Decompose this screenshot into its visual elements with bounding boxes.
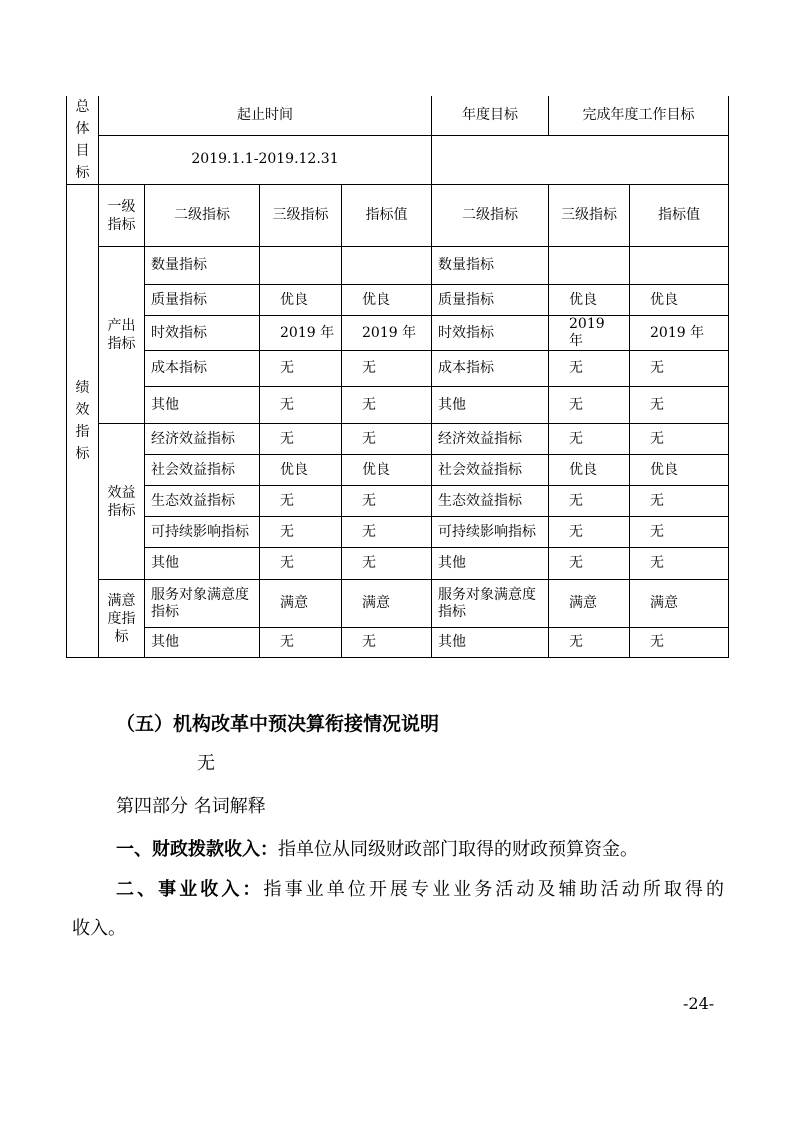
- cell-value-right: 2019 年: [630, 316, 729, 351]
- table-row: [67, 285, 729, 316]
- cell-level3-right: 无: [549, 486, 630, 517]
- cell-level3-right: 无: [549, 387, 630, 424]
- cell-level2: 其他: [145, 548, 260, 580]
- annual-goal-header: 年度目标: [432, 96, 549, 135]
- cell-level2-right: 质量指标: [432, 285, 549, 316]
- cell-value-right: 无: [630, 628, 729, 658]
- cell-value: 无: [342, 351, 432, 387]
- level1-header: [99, 185, 145, 247]
- table-row: [67, 517, 729, 548]
- cell-level3-right: 优良: [549, 455, 630, 486]
- cell-level3: 优良: [260, 285, 342, 316]
- level1-group-label: 满意度指标: [107, 592, 136, 645]
- perf-indicator-label-cell: [67, 185, 99, 658]
- term-business-income: [116, 875, 724, 901]
- cell-level3: 无: [260, 517, 342, 548]
- cell-level3: 无: [260, 387, 342, 424]
- level2-header-right: 二级指标: [432, 185, 549, 247]
- cell-value: [342, 247, 432, 285]
- cell-level2: 时效指标: [145, 316, 260, 351]
- level1-group-label: 产出指标: [107, 318, 136, 352]
- level3-header-right: 三级指标: [549, 185, 630, 247]
- cell-level2-right: 其他: [432, 387, 549, 424]
- table-row: [67, 455, 729, 486]
- cell-level2-right: 可持续影响指标: [432, 517, 549, 548]
- cell-level3-right: 无: [549, 424, 630, 455]
- cell-level2-right: 数量指标: [432, 247, 549, 285]
- cell-level3: 2019 年: [260, 316, 342, 351]
- cell-level2: 经济效益指标: [145, 424, 260, 455]
- cell-level3-right: 无: [549, 517, 630, 548]
- period-header: 起止时间: [99, 96, 432, 135]
- section5-heading: （五）机构改革中预决算衔接情况说明: [116, 713, 440, 735]
- section5-body: 无: [197, 753, 215, 774]
- cell-level3: 无: [260, 351, 342, 387]
- cell-level2: 质量指标: [145, 285, 260, 316]
- cell-level2: 其他: [145, 628, 260, 658]
- cell-level3: 优良: [260, 455, 342, 486]
- cell-value-right: 优良: [630, 285, 729, 316]
- cell-value: 无: [342, 548, 432, 580]
- table-row: [67, 486, 729, 517]
- level1-group-cell: [99, 424, 145, 580]
- cell-level3-right: 满意: [549, 580, 630, 628]
- table-row: [67, 185, 729, 247]
- cell-value: 优良: [342, 285, 432, 316]
- cell-level2-right: 成本指标: [432, 351, 549, 387]
- perf-indicator-label: 绩效指标: [75, 380, 90, 462]
- cell-level3-right: 优良: [549, 285, 630, 316]
- annual-goal-value: [432, 135, 729, 184]
- cell-level2-right: 其他: [432, 628, 549, 658]
- part4-heading: 第四部分 名词解释: [116, 796, 266, 817]
- term-title: 一、财政拨款收入：: [116, 839, 278, 860]
- cell-level2-right: 社会效益指标: [432, 455, 549, 486]
- page-number: -24-: [683, 994, 715, 1013]
- cell-level3: 无: [260, 548, 342, 580]
- cell-level2-right: 其他: [432, 548, 549, 580]
- overall-goal-label-cell: [67, 96, 99, 185]
- cell-level3: 满意: [260, 580, 342, 628]
- cell-value-right: 优良: [630, 455, 729, 486]
- cell-level2-right: 服务对象满意度指标: [432, 580, 549, 628]
- term-definition: 指单位从同级财政部门取得的财政预算资金。: [278, 839, 638, 860]
- cell-value-right: 无: [630, 517, 729, 548]
- cell-level3-right: 无: [549, 548, 630, 580]
- completed-goal-header: 完成年度工作目标: [549, 96, 729, 135]
- table-row: [67, 96, 729, 135]
- level1-group-cell: [99, 247, 145, 424]
- cell-value: 无: [342, 517, 432, 548]
- cell-value: 优良: [342, 455, 432, 486]
- cell-level3-right: 无: [549, 351, 630, 387]
- cell-level2: 数量指标: [145, 247, 260, 285]
- table-row: [67, 351, 729, 387]
- table-row: [67, 316, 729, 351]
- table-row: [67, 580, 729, 628]
- cell-level2-right: 时效指标: [432, 316, 549, 351]
- cell-level2-right: 经济效益指标: [432, 424, 549, 455]
- cell-value: 无: [342, 628, 432, 658]
- level1-group-cell: [99, 580, 145, 658]
- cell-level2: 生态效益指标: [145, 486, 260, 517]
- level1-header-text: 一级指标: [107, 198, 136, 233]
- term-business-income-continuation: 收入。: [72, 918, 126, 939]
- cell-value-right: 无: [630, 351, 729, 387]
- table-row: [67, 628, 729, 658]
- cell-value-right: 满意: [630, 580, 729, 628]
- period-value: 2019.1.1-2019.12.31: [99, 135, 432, 184]
- cell-level2: 服务对象满意度指标: [145, 580, 260, 628]
- value-header: 指标值: [342, 185, 432, 247]
- cell-level2-right: 生态效益指标: [432, 486, 549, 517]
- cell-value-right: [630, 247, 729, 285]
- table-row: [67, 387, 729, 424]
- cell-level2: 可持续影响指标: [145, 517, 260, 548]
- cell-level3: 无: [260, 424, 342, 455]
- level3-header: 三级指标: [260, 185, 342, 247]
- cell-level3-right: 2019 年: [549, 316, 630, 351]
- value-header-right: 指标值: [630, 185, 729, 247]
- cell-level2: 成本指标: [145, 351, 260, 387]
- level2-header: 二级指标: [145, 185, 260, 247]
- cell-level3: 无: [260, 628, 342, 658]
- level1-group-label: 效益指标: [107, 484, 136, 519]
- table-row: [67, 135, 729, 184]
- cell-level2: 社会效益指标: [145, 455, 260, 486]
- cell-value: 2019 年: [342, 316, 432, 351]
- cell-value-right: 无: [630, 424, 729, 455]
- cell-value: 无: [342, 424, 432, 455]
- cell-value-right: 无: [630, 387, 729, 424]
- cell-value: 无: [342, 486, 432, 517]
- cell-level3: 无: [260, 486, 342, 517]
- term-definition: 指事业单位开展专业业务活动及辅助活动所取得的: [263, 879, 724, 900]
- cell-level3-right: [549, 247, 630, 285]
- table-row: [67, 247, 729, 285]
- cell-level3-right: 无: [549, 628, 630, 658]
- performance-goal-table: [66, 96, 729, 658]
- cell-value-right: 无: [630, 486, 729, 517]
- cell-level2: 其他: [145, 387, 260, 424]
- cell-value: 无: [342, 387, 432, 424]
- term-fiscal-appropriation: [116, 835, 638, 861]
- table-row: [67, 424, 729, 455]
- overall-goal-label: 总体目标: [75, 99, 90, 181]
- term-title: 二、事业收入：: [116, 879, 264, 900]
- cell-level3: [260, 247, 342, 285]
- cell-value-right: 无: [630, 548, 729, 580]
- table-row: [67, 548, 729, 580]
- cell-value: 满意: [342, 580, 432, 628]
